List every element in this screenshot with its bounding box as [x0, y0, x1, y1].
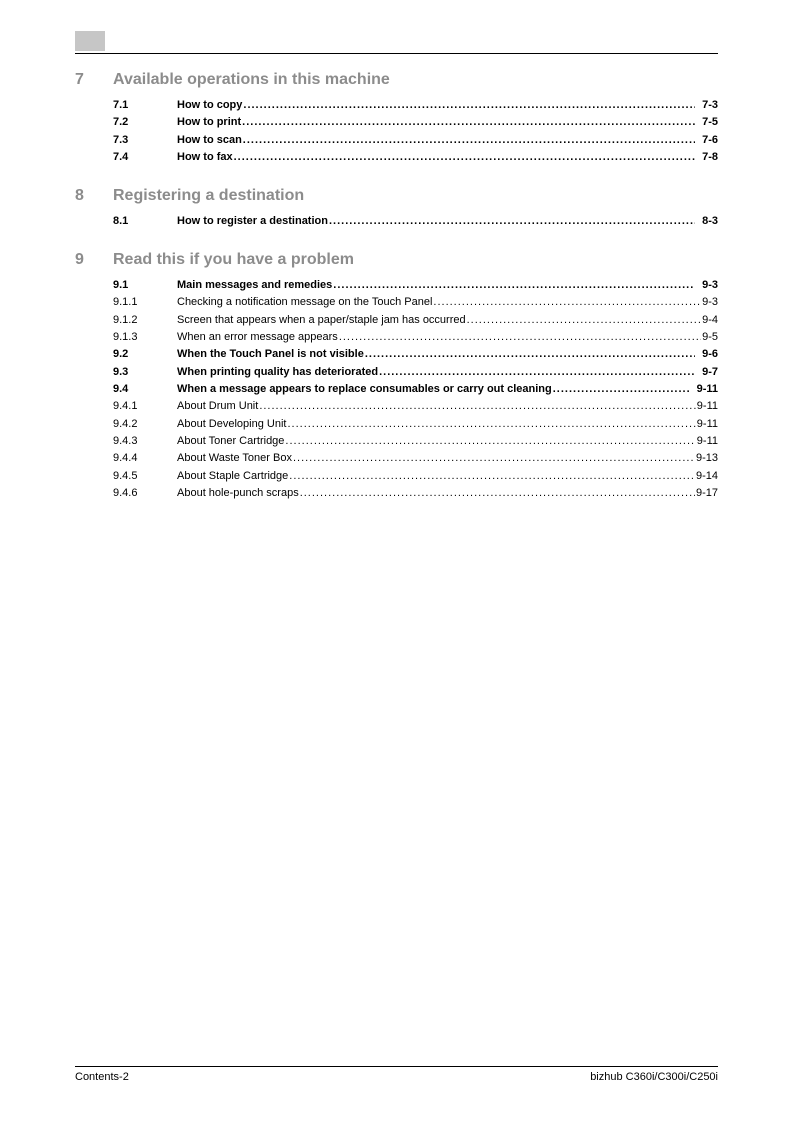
toc-entry[interactable] [113, 399, 718, 414]
dot-leader [339, 330, 701, 345]
toc-entry[interactable] [113, 469, 718, 484]
entry-title: Screen that appears when a paper/staple jam has occurred [177, 314, 466, 326]
entry-title: When printing quality has deteriorated [177, 366, 379, 378]
entry-page: 7-5 [702, 116, 718, 128]
dot-leader [300, 486, 695, 501]
toc-entry[interactable] [113, 115, 718, 130]
footer-product-name: bizhub C360i/C300i/C250i [590, 1071, 718, 1083]
dot-leader [329, 214, 695, 229]
entry-number: 9.4.1 [113, 400, 138, 412]
entry-number: 9.1.3 [113, 331, 138, 343]
entry-number: 9.4.6 [113, 487, 138, 499]
entry-title: Checking a notification message on the Touch Panel [177, 296, 433, 308]
header-divider [75, 53, 718, 54]
entry-title: About Toner Cartridge [177, 435, 285, 447]
entry-page: 9-11 [696, 418, 718, 430]
toc-entry[interactable] [113, 98, 718, 113]
entry-number: 7.2 [113, 116, 129, 128]
entry-number: 9.4.4 [113, 452, 138, 464]
dot-leader [467, 313, 701, 328]
toc-entry[interactable] [113, 347, 718, 362]
entry-number: 9.4 [113, 383, 129, 395]
entry-page: 7-8 [702, 151, 718, 163]
entry-page: 9-14 [695, 470, 718, 482]
chapter-heading [0, 251, 793, 275]
entry-title: About Waste Toner Box [177, 452, 292, 464]
toc-entry[interactable] [113, 330, 718, 345]
dot-leader [285, 434, 695, 449]
entry-page: 9-5 [702, 331, 718, 343]
toc-entry[interactable] [113, 278, 718, 293]
toc-entry[interactable] [113, 486, 718, 501]
entry-title: About Drum Unit [177, 400, 259, 412]
toc-entry[interactable] [113, 214, 718, 229]
dot-leader [242, 115, 695, 130]
entry-number: 7.4 [113, 151, 129, 163]
dot-leader [289, 469, 695, 484]
dot-leader [365, 347, 695, 362]
entry-number: 9.4.5 [113, 470, 138, 482]
toc-entry[interactable] [113, 417, 718, 432]
entry-page: 7-3 [702, 99, 718, 111]
chapter-number: 7 [75, 71, 84, 88]
entry-number: 9.1.2 [113, 314, 138, 326]
dot-leader [433, 295, 701, 310]
entry-page: 9-11 [696, 383, 718, 395]
dot-leader [243, 98, 695, 113]
dot-leader [333, 278, 695, 293]
toc-entry[interactable] [113, 133, 718, 148]
entry-page: 9-3 [702, 279, 718, 291]
toc-entry[interactable] [113, 150, 718, 165]
entry-number: 9.2 [113, 348, 129, 360]
chapter-number: 9 [75, 251, 84, 268]
toc-entry[interactable] [113, 382, 718, 397]
toc-entry[interactable] [113, 451, 718, 466]
toc-chapter-7 [0, 71, 793, 163]
entry-title: About Staple Cartridge [177, 470, 289, 482]
entry-page: 9-17 [695, 487, 718, 499]
chapter-title: Read this if you have a problem [113, 251, 354, 268]
chapter-heading [0, 187, 793, 211]
dot-leader [259, 399, 695, 414]
entry-title: When a message appears to replace consumables or carry out cleaning [177, 383, 552, 395]
entry-number: 9.1.1 [113, 296, 138, 308]
entry-page: 9-7 [702, 366, 718, 378]
dot-leader [553, 382, 690, 397]
toc-entry[interactable] [113, 365, 718, 380]
entry-title: How to register a destination [177, 215, 328, 227]
dot-leader [293, 451, 695, 466]
entry-title: How to fax [177, 151, 233, 163]
toc-entry[interactable] [113, 295, 718, 310]
footer-divider [75, 1066, 718, 1067]
entry-title: Main messages and remedies [177, 279, 333, 291]
entry-number: 7.3 [113, 134, 129, 146]
entry-number: 9.4.2 [113, 418, 138, 430]
entry-number: 9.4.3 [113, 435, 138, 447]
toc-entry[interactable] [113, 434, 718, 449]
entry-page: 9-11 [696, 435, 718, 447]
entry-number: 9.3 [113, 366, 129, 378]
chapter-number: 8 [75, 187, 84, 204]
entry-page: 8-3 [702, 215, 718, 227]
header-tab-marker [75, 31, 105, 51]
entry-title: About hole-punch scraps [177, 487, 299, 499]
entry-page: 7-6 [702, 134, 718, 146]
entry-page: 9-4 [702, 314, 718, 326]
dot-leader [234, 150, 695, 165]
toc-entry[interactable] [113, 313, 718, 328]
entry-number: 8.1 [113, 215, 129, 227]
dot-leader [243, 133, 695, 148]
entry-title: How to scan [177, 134, 242, 146]
chapter-title: Registering a destination [113, 187, 305, 204]
entry-page: 9-13 [695, 452, 718, 464]
dot-leader [287, 417, 695, 432]
entry-number: 9.1 [113, 279, 129, 291]
entry-title: When an error message appears [177, 331, 338, 343]
entry-title: How to copy [177, 99, 243, 111]
footer-page-label: Contents-2 [75, 1071, 129, 1083]
chapter-heading [0, 71, 793, 95]
entry-title: About Developing Unit [177, 418, 287, 430]
entry-title: How to print [177, 116, 242, 128]
entry-title: When the Touch Panel is not visible [177, 348, 364, 360]
toc-chapter-9 [0, 251, 793, 499]
dot-leader [379, 365, 695, 380]
entry-page: 9-6 [702, 348, 718, 360]
entry-number: 7.1 [113, 99, 129, 111]
entry-page: 9-3 [702, 296, 718, 308]
toc-chapter-8 [0, 187, 793, 227]
entry-page: 9-11 [696, 400, 718, 412]
chapter-title: Available operations in this machine [113, 71, 390, 88]
